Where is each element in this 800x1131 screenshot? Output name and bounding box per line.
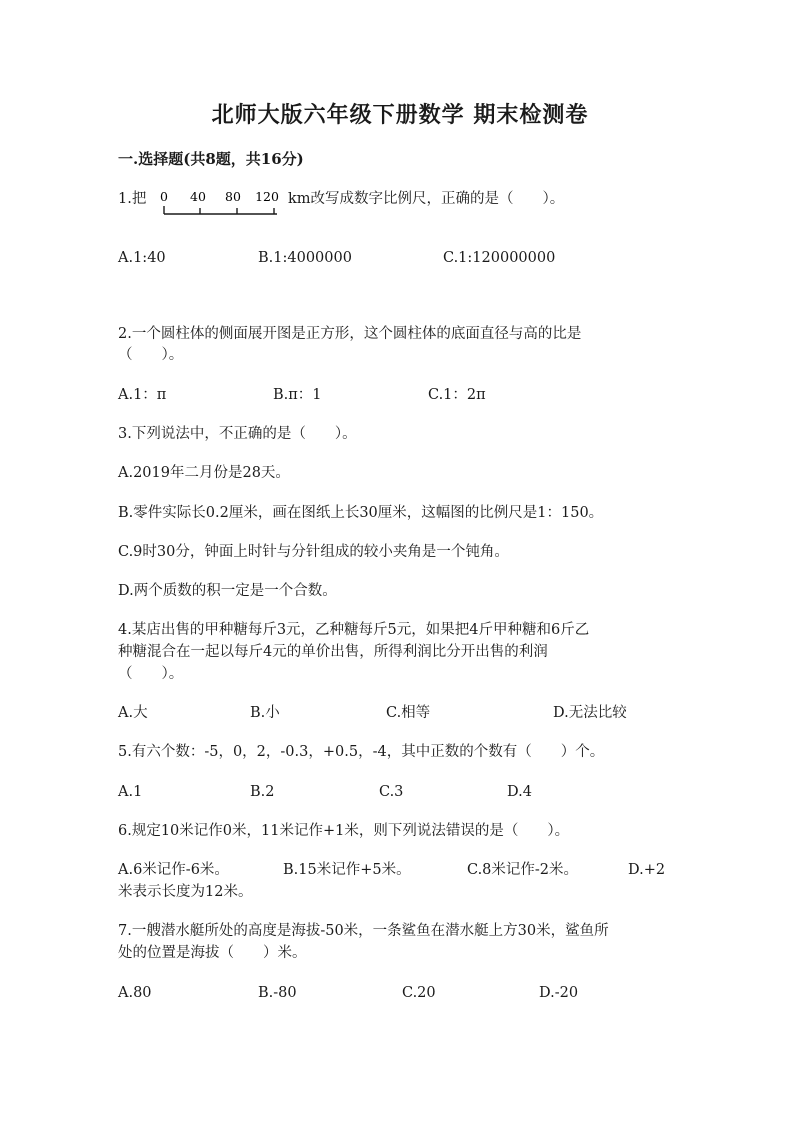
q6-option-d[interactable]: D.+2 — [628, 862, 666, 878]
q1-option-a[interactable]: A.1:40 — [118, 250, 166, 266]
q1-option-b[interactable]: B.1:4000000 — [258, 250, 352, 266]
q5-option-b[interactable]: B.2 — [250, 784, 275, 800]
q4-stem-line1: 4.某店出售的甲种糖每斤3元，乙种糖每斤5元，如果把4斤甲种糖和6斤乙 — [118, 622, 590, 638]
scale-tick-label: 0 — [160, 189, 168, 204]
q5-option-a[interactable]: A.1 — [118, 784, 143, 800]
q6-option-d-continued: 米表示长度为12米。 — [118, 884, 253, 900]
q5-stem: 5.有六个数：-5，0，2，-0.3，+0.5，-4，其中正数的个数有（ ）个。 — [118, 744, 605, 760]
q2-stem-line2: （ ）。 — [118, 347, 184, 363]
q2-option-a[interactable]: A.1：π — [118, 387, 167, 403]
q3-stem: 3.下列说法中，不正确的是（ ）。 — [118, 426, 357, 442]
q5-option-d[interactable]: D.4 — [507, 784, 532, 800]
q4-option-a[interactable]: A.大 — [118, 705, 148, 721]
q1-prefix: 1.把 — [118, 191, 147, 207]
q4-option-d[interactable]: D.无法比较 — [553, 705, 627, 721]
q6-option-b[interactable]: B.15米记作+5米。 — [283, 862, 411, 878]
q4-option-c[interactable]: C.相等 — [386, 705, 431, 721]
scale-tick-label: 80 — [225, 189, 241, 204]
page-title: 北师大版六年级下册数学 期末检测卷 — [211, 102, 589, 128]
q3-option-d[interactable]: D.两个质数的积一定是一个合数。 — [118, 583, 337, 599]
q1-suffix: km改写成数字比例尺，正确的是（ ）。 — [288, 191, 565, 207]
q7-stem-line2: 处的位置是海拔（ ）米。 — [118, 945, 307, 961]
scale-tick-label: 40 — [190, 189, 206, 204]
q4-stem-line3: （ ）。 — [118, 666, 184, 682]
q2-option-b[interactable]: B.π：1 — [273, 387, 322, 403]
q7-option-d[interactable]: D.-20 — [539, 985, 579, 1001]
q1-option-c[interactable]: C.1:120000000 — [443, 250, 556, 266]
q2-stem-line1: 2.一个圆柱体的侧面展开图是正方形，这个圆柱体的底面直径与高的比是 — [118, 326, 582, 342]
q2-option-c[interactable]: C.1：2π — [428, 387, 486, 403]
scale-tick-label: 120 — [255, 189, 279, 204]
q7-option-b[interactable]: B.-80 — [258, 985, 297, 1001]
q3-option-a[interactable]: A.2019年二月份是28天。 — [118, 465, 290, 481]
q7-stem-line1: 7.一艘潜水艇所处的高度是海拔-50米，一条鲨鱼在潜水艇上方30米，鲨鱼所 — [118, 923, 609, 939]
q6-option-c[interactable]: C.8米记作-2米。 — [467, 862, 579, 878]
q3-option-b[interactable]: B.零件实际长0.2厘米，画在图纸上长30厘米，这幅图的比例尺是1：150。 — [118, 505, 604, 521]
q6-option-a[interactable]: A.6米记作-6米。 — [118, 862, 229, 878]
section-heading: 一.选择题(共8题，共16分) — [118, 150, 304, 168]
q7-option-c[interactable]: C.20 — [402, 985, 436, 1001]
q7-option-a[interactable]: A.80 — [118, 985, 152, 1001]
q5-option-c[interactable]: C.3 — [379, 784, 404, 800]
scale-bar-figure — [156, 187, 284, 221]
q3-option-c[interactable]: C.9时30分，钟面上时针与分针组成的较小夹角是一个钝角。 — [118, 544, 509, 560]
q4-stem-line2: 种糖混合在一起以每斤4元的单价出售，所得利润比分开出售的利润 — [118, 644, 548, 660]
q4-option-b[interactable]: B.小 — [250, 705, 280, 721]
q6-stem: 6.规定10米记作0米，11米记作+1米，则下列说法错误的是（ ）。 — [118, 823, 570, 839]
